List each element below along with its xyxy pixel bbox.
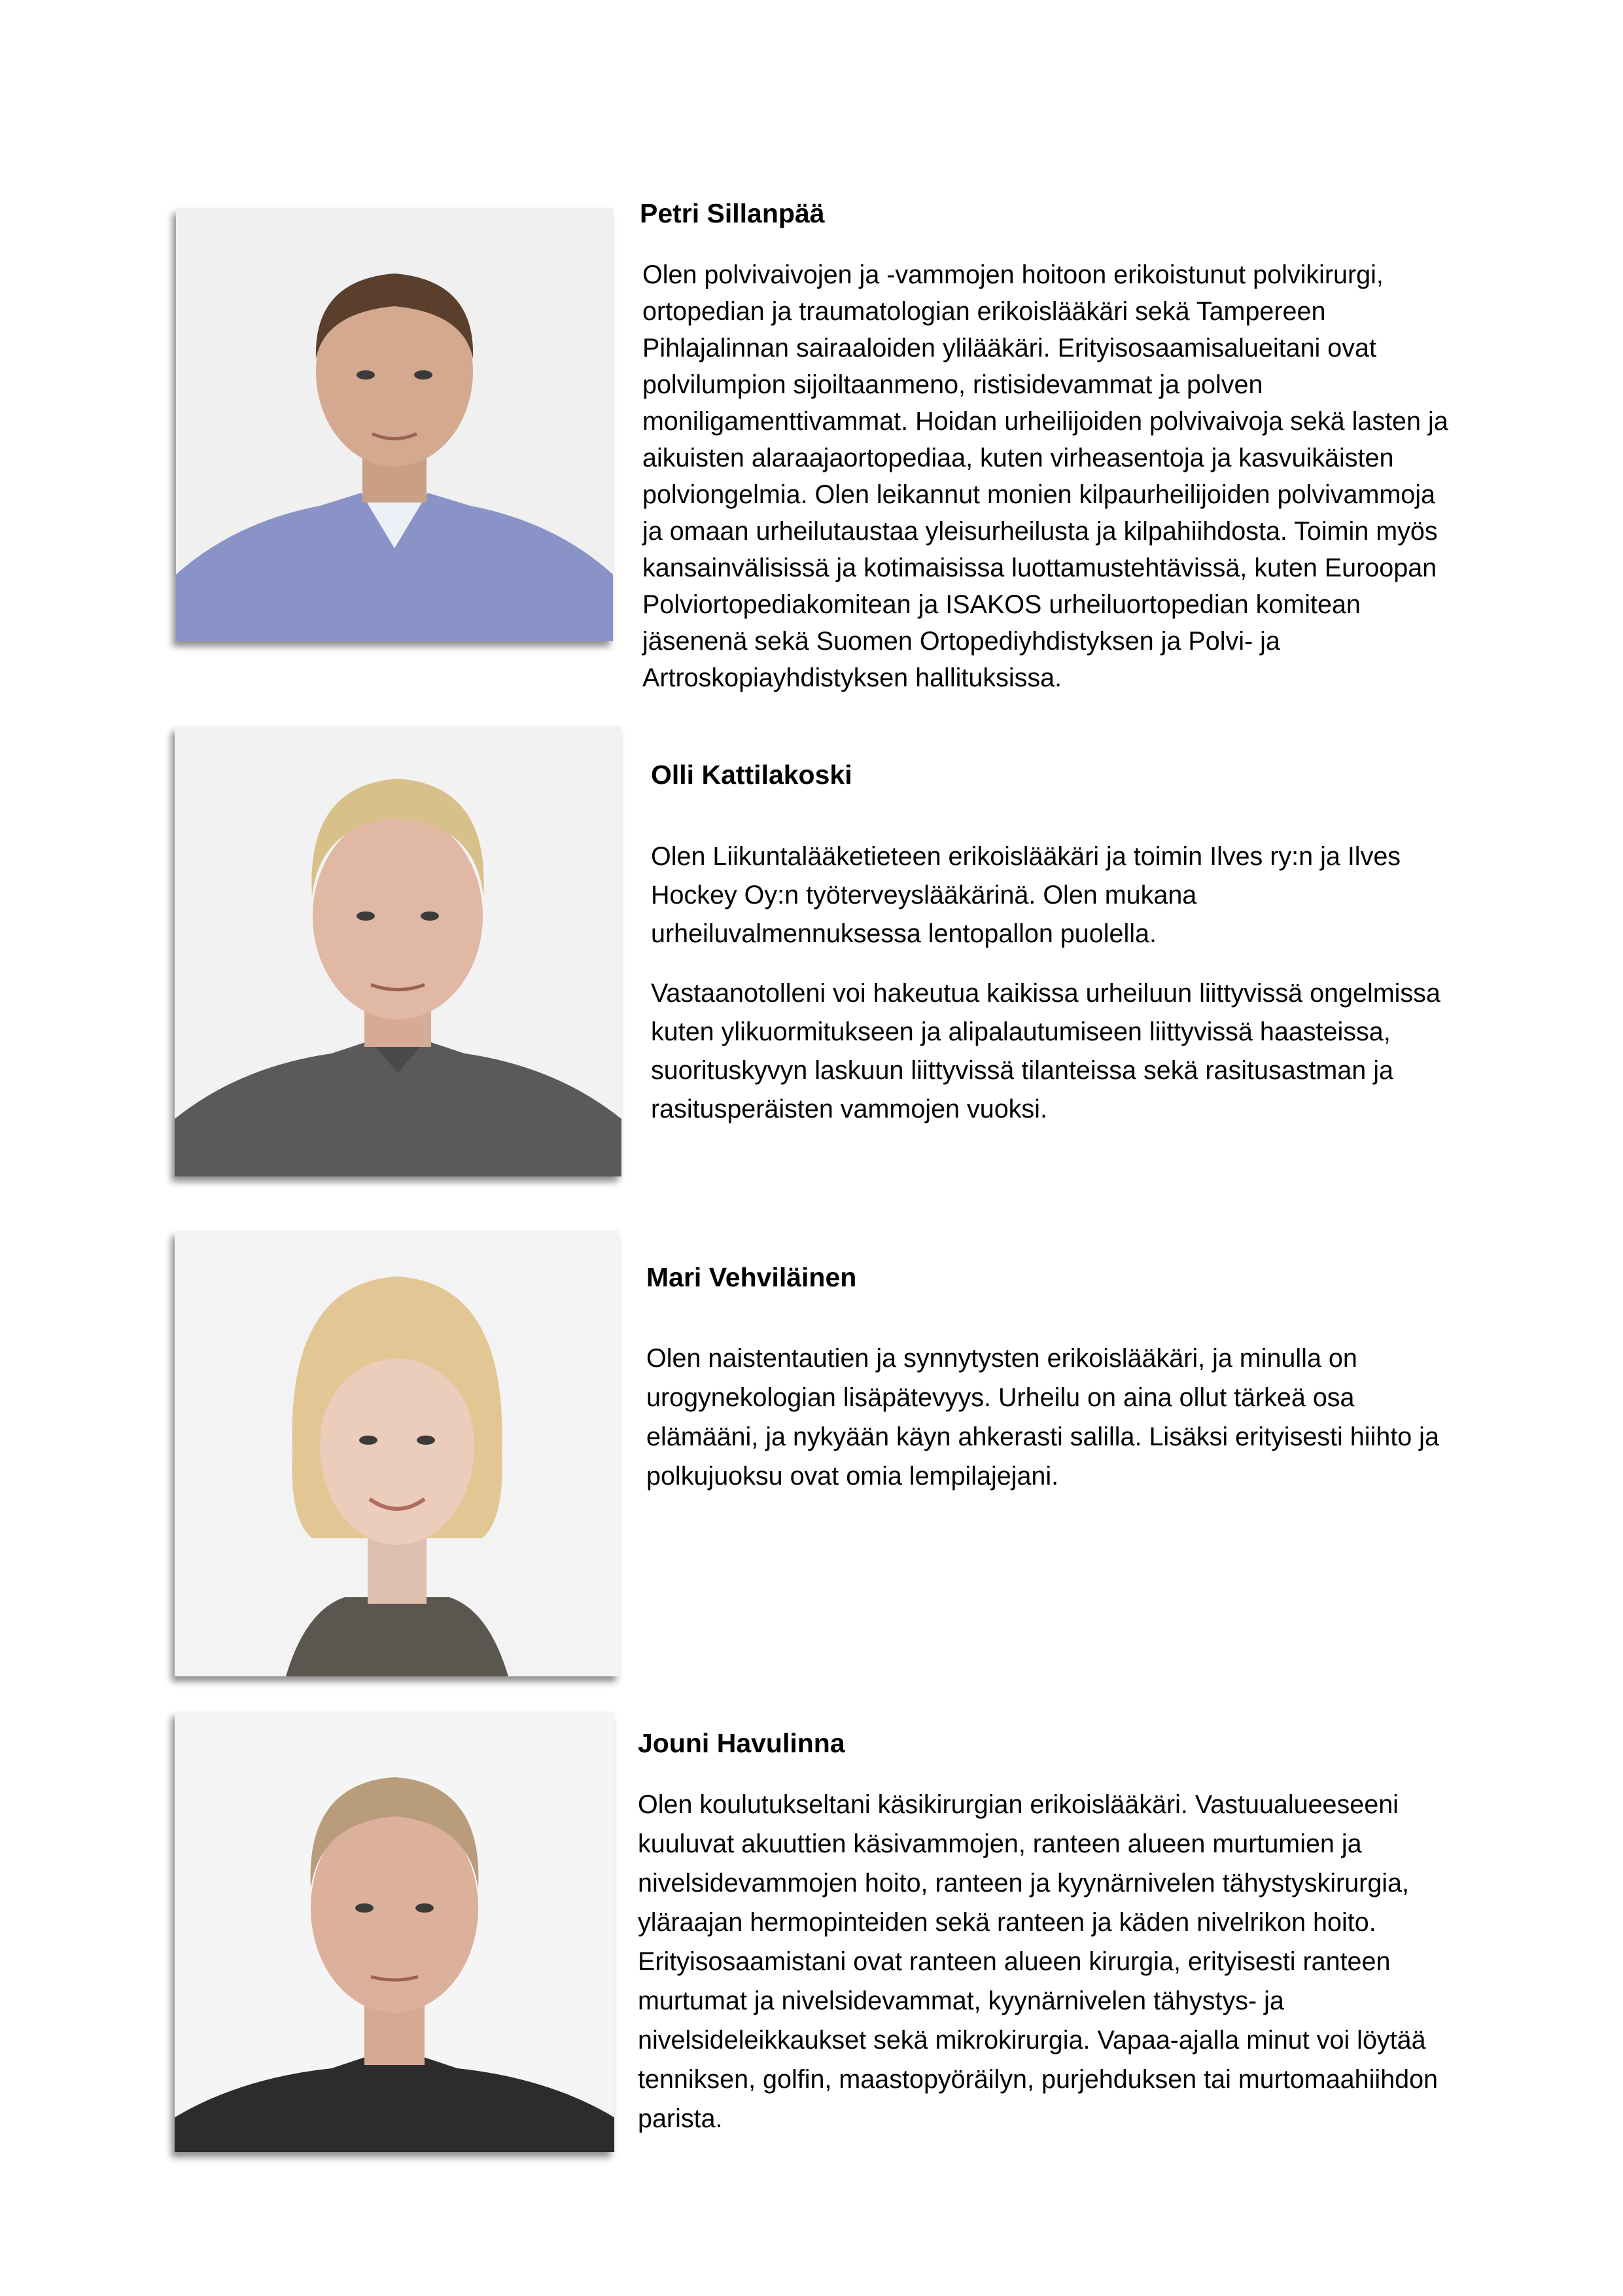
bio-line: polkujuoksu ovat omia lempilajejani. [646,1462,1059,1491]
bio-line: Polviortopediakomitean ja ISAKOS urheiluortopedian komitean [642,590,1361,619]
portrait-photo [175,1712,614,2152]
bio-line: Olen polvivaivojen ja -vammojen hoitoon erikoistunut polvikirurgi, [642,260,1384,289]
bio-line: elämääni, ja nykyään käyn ahkerasti salilla. Lisäksi erityisesti hiihto ja [646,1422,1439,1451]
bio-paragraph [651,838,1554,953]
bio-line: yläraajan hermopinteiden sekä ranteen ja käden nivelrikon hoito. [638,1908,1376,1937]
person-name: Mari Vehviläinen [646,1262,857,1292]
bio-line: polvilumpion sijoiltaanmeno, ristisidevammat ja polven [642,370,1263,399]
bio-line: Artroskopiayhdistyksen hallituksissa. [642,663,1062,692]
portrait-photo [175,726,621,1176]
bio-line: nivelsideleikkaukset sekä mikrokirurgia. Vapaa-ajalla minut voi löytää [638,2026,1426,2055]
bio-paragraph [638,1785,1554,2138]
bio-line: nivelsidevammojen hoito, ranteen ja kyynärnivelen tähystyskirurgia, [638,1869,1410,1898]
portrait-photo [175,1231,620,1676]
bio-line: tenniksen, golfin, maastopyöräilyn, purjehduksen tai murtomaahiihdon [638,2065,1439,2094]
bio-line: Hockey Oy:n työterveyslääkärinä. Olen mukana [651,881,1197,910]
bio-paragraph [642,256,1543,696]
bio-line: rasitusperäisten vammojen vuoksi. [651,1095,1047,1123]
bio-paragraph [651,974,1554,1129]
bio-line: kansainvälisissä ja kotimaisissa luottamustehtävissä, kuten Euroopan [642,554,1437,582]
portrait-photo [176,208,613,641]
bio-line: kuuluvat akuuttien käsivammojen, ranteen alueen murtumien ja [638,1829,1362,1858]
bio-line: parista. [638,2104,723,2133]
bio-line: Pihlajalinnan sairaaloiden ylilääkäri. Erityisosaamisalueitani ovat [642,334,1376,362]
bio-line: polviongelmia. Olen leikannut monien kilpaurheilijoiden polvivammoja [642,480,1436,509]
bio-line: ortopedian ja traumatologian erikoislääkäri sekä Tampereen [642,297,1326,326]
bio-line: urheiluvalmennuksessa lentopallon puolella. [651,919,1157,948]
bio-line: suorituskyvyn laskuun liittyvissä tilanteissa sekä rasitusastman ja [651,1056,1393,1085]
person-name: Olli Kattilakoski [651,760,852,790]
bio-line: urogynekologian lisäpätevyys. Urheilu on aina ollut tärkeä osa [646,1383,1355,1412]
bio-paragraph [646,1339,1549,1496]
bio-line: Erityisosaamistani ovat ranteen alueen kirurgia, erityisesti ranteen [638,1947,1391,1976]
person-name: Jouni Havulinna [638,1728,845,1758]
bio-line: jäsenenä sekä Suomen Ortopediyhdistyksen ja Polvi- ja [642,627,1280,656]
bio-line: ja omaan urheilutaustaa yleisurheilusta ja kilpahiihdosta. Toimin myös [642,517,1438,546]
bio-line: murtumat ja nivelsidevammat, kyynärnivelen tähystys- ja [638,1987,1284,2015]
bio-line: moniligamenttivammat. Hoidan urheilijoiden polvivaivoja sekä lasten ja [642,407,1448,436]
bio-line: Vastaanotolleni voi hakeutua kaikissa urheiluun liittyvissä ongelmissa [651,979,1440,1008]
bio-line: aikuisten alaraajaortopediaa, kuten virheasentoja ja kasvuikäisten [642,444,1394,472]
bio-line: Olen Liikuntalääketieteen erikoislääkäri ja toimin Ilves ry:n ja Ilves [651,842,1401,871]
bio-line: kuten ylikuormitukseen ja alipalautumiseen liittyvissä haasteissa, [651,1017,1391,1046]
bio-line: Olen naistentautien ja synnytysten erikoislääkäri, ja minulla on [646,1344,1357,1373]
person-name: Petri Sillanpää [640,198,825,228]
bio-line: Olen koulutukseltani käsikirurgian erikoislääkäri. Vastuualueeseeni [638,1790,1399,1819]
